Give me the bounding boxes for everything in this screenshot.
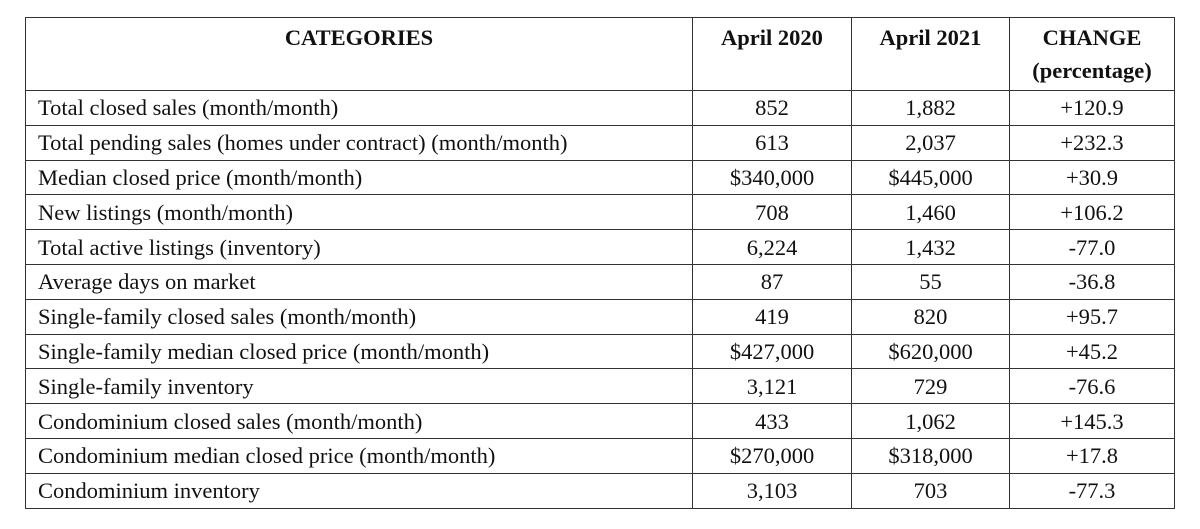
header-categories: CATEGORIES xyxy=(26,18,693,91)
table-row xyxy=(26,438,1175,473)
table-row xyxy=(26,334,1175,369)
table-row xyxy=(26,230,1175,265)
header-april-2021: April 2021 xyxy=(852,18,1010,91)
table-row xyxy=(26,369,1175,404)
header-change xyxy=(1010,18,1175,91)
change-cell: -77.0 xyxy=(1010,230,1175,265)
change-cell: +45.2 xyxy=(1010,334,1175,369)
april-2020-cell: 6,224 xyxy=(693,230,852,265)
change-cell: +95.7 xyxy=(1010,299,1175,334)
april-2020-cell: 3,103 xyxy=(693,473,852,508)
change-cell: +145.3 xyxy=(1010,404,1175,439)
april-2021-cell: 55 xyxy=(852,264,1010,299)
table-body xyxy=(26,91,1175,509)
april-2020-cell: $270,000 xyxy=(693,438,852,473)
category-cell: Single-family median closed price (month/month) xyxy=(26,334,693,369)
table-row xyxy=(26,91,1175,126)
april-2020-cell: 87 xyxy=(693,264,852,299)
april-2021-cell: 703 xyxy=(852,473,1010,508)
header-change-title: CHANGE xyxy=(1042,25,1142,50)
april-2020-cell: $427,000 xyxy=(693,334,852,369)
april-2021-cell: 2,037 xyxy=(852,125,1010,160)
table-row xyxy=(26,125,1175,160)
table-row xyxy=(26,473,1175,508)
table-row xyxy=(26,299,1175,334)
table-header xyxy=(26,18,1175,91)
change-cell: -77.3 xyxy=(1010,473,1175,508)
change-cell: +30.9 xyxy=(1010,160,1175,195)
header-april-2020: April 2020 xyxy=(693,18,852,91)
category-cell: Median closed price (month/month) xyxy=(26,160,693,195)
april-2020-cell: 708 xyxy=(693,195,852,230)
table-row xyxy=(26,264,1175,299)
april-2020-cell: 419 xyxy=(693,299,852,334)
april-2021-cell: 820 xyxy=(852,299,1010,334)
change-cell: +232.3 xyxy=(1010,125,1175,160)
category-cell: Single-family closed sales (month/month) xyxy=(26,299,693,334)
april-2021-cell: $620,000 xyxy=(852,334,1010,369)
change-cell: -36.8 xyxy=(1010,264,1175,299)
april-2021-cell: 1,062 xyxy=(852,404,1010,439)
category-cell: Single-family inventory xyxy=(26,369,693,404)
market-stats-table xyxy=(25,17,1175,509)
change-cell: -76.6 xyxy=(1010,369,1175,404)
april-2021-cell: $318,000 xyxy=(852,438,1010,473)
category-cell: Condominium inventory xyxy=(26,473,693,508)
april-2020-cell: 852 xyxy=(693,91,852,126)
category-cell: Total closed sales (month/month) xyxy=(26,91,693,126)
april-2020-cell: 433 xyxy=(693,404,852,439)
category-cell: Average days on market xyxy=(26,264,693,299)
april-2021-cell: 1,432 xyxy=(852,230,1010,265)
table-row xyxy=(26,195,1175,230)
april-2021-cell: $445,000 xyxy=(852,160,1010,195)
april-2020-cell: $340,000 xyxy=(693,160,852,195)
change-cell: +106.2 xyxy=(1010,195,1175,230)
april-2021-cell: 729 xyxy=(852,369,1010,404)
april-2021-cell: 1,460 xyxy=(852,195,1010,230)
april-2020-cell: 613 xyxy=(693,125,852,160)
category-cell: Condominium median closed price (month/month) xyxy=(26,438,693,473)
table-row xyxy=(26,160,1175,195)
header-change-unit: (percentage) xyxy=(1032,58,1152,83)
category-cell: New listings (month/month) xyxy=(26,195,693,230)
category-cell: Total active listings (inventory) xyxy=(26,230,693,265)
category-cell: Condominium closed sales (month/month) xyxy=(26,404,693,439)
april-2021-cell: 1,882 xyxy=(852,91,1010,126)
table-row xyxy=(26,404,1175,439)
april-2020-cell: 3,121 xyxy=(693,369,852,404)
change-cell: +120.9 xyxy=(1010,91,1175,126)
header-row xyxy=(26,18,1175,91)
change-cell: +17.8 xyxy=(1010,438,1175,473)
category-cell: Total pending sales (homes under contract) (month/month) xyxy=(26,125,693,160)
